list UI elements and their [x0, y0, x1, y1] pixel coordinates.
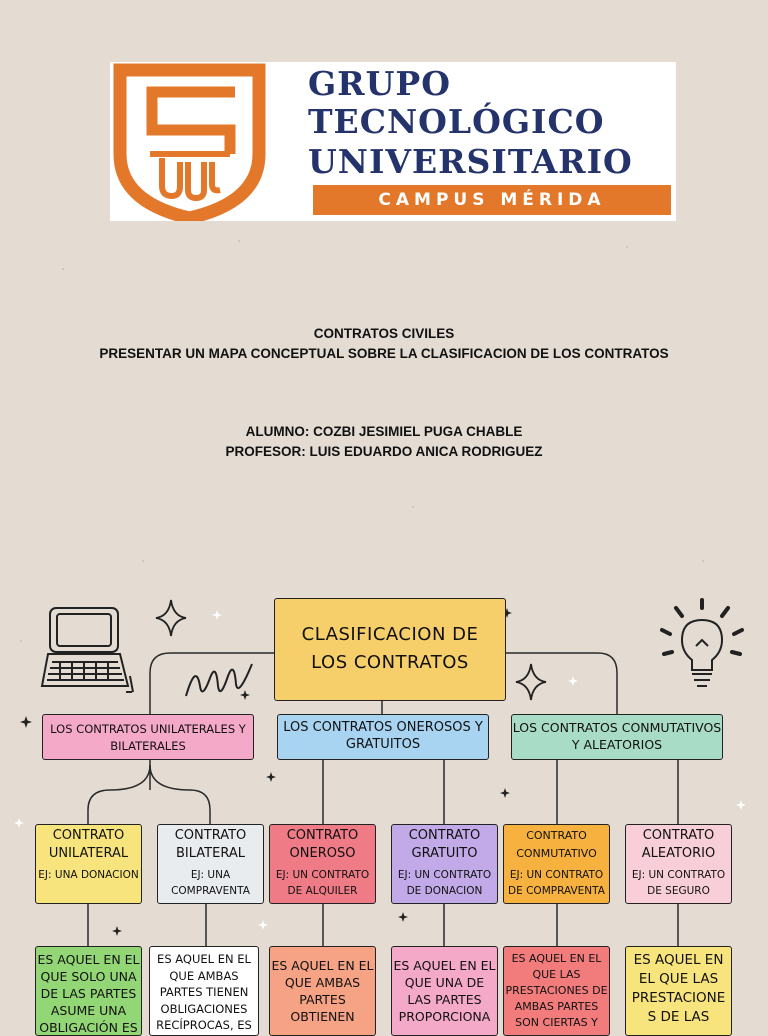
type-unilateral: [35, 824, 142, 904]
definition-text: ES AQUEL EN EL QUE AMBAS PARTES TIENEN OBLIGACIONES RECÍPROCAS, ES: [156, 952, 252, 1032]
root-title-line1: CLASIFICACION DE: [301, 624, 479, 645]
definition-text: ES AQUEL EN EL QUE SOLO UNA DE LAS PARTES ASUME UNA OBLIGACIÓN ES: [37, 952, 140, 1035]
type-title: CONTRATO GRATUITO: [408, 828, 481, 861]
student-name: ALUMNO: COZBI JESIMIEL PUGA CHABLE: [245, 424, 523, 439]
type-gratuito: [391, 824, 498, 904]
definition-aleatorio: [625, 946, 732, 1036]
definition-unilateral: [35, 946, 142, 1036]
definition-text: ES AQUEL EN EL QUE LAS PRESTACIONE S DE LAS: [631, 952, 726, 1025]
type-title: CONTRATO ONEROSO: [286, 828, 359, 861]
lightbulb-icon: [656, 596, 748, 692]
star-icon: [212, 610, 222, 620]
root-title-line2: LOS CONTRATOS: [311, 652, 469, 673]
definition-conmutativo: [503, 946, 610, 1036]
type-title: CONTRATO BILATERAL: [174, 828, 247, 861]
type-example: EJ: UN CONTRATO DE SEGURO: [631, 869, 726, 897]
definition-text: ES AQUEL EN EL QUE UNA DE LAS PARTES PROPORCIONA: [393, 958, 496, 1024]
document-subtitle: PRESENTAR UN MAPA CONCEPTUAL SOBRE LA CLASIFICACION DE LOS CONTRATOS: [99, 346, 669, 361]
definition-gratuito: [391, 946, 498, 1036]
star-icon: [568, 676, 578, 686]
type-bilateral: [157, 824, 264, 904]
teacher-name: PROFESOR: LUIS EDUARDO ANICA RODRIGUEZ: [225, 444, 543, 459]
definition-text: ES AQUEL EN EL QUE AMBAS PARTES OBTIENEN: [271, 958, 374, 1024]
star-icon: [736, 800, 746, 810]
campus-banner: CAMPUS MÉRIDA: [313, 185, 671, 215]
sparkle-icon: [514, 662, 548, 702]
logo-text-line3: UNIVERSITARIO: [308, 142, 633, 181]
type-example: EJ: UN CONTRATO DE DONACION: [397, 869, 492, 897]
definition-oneroso: [269, 946, 376, 1036]
type-title: CONTRATO UNILATERAL: [48, 828, 129, 861]
star-icon: [398, 912, 408, 922]
definition-bilateral: [149, 946, 259, 1036]
type-oneroso: [269, 824, 376, 904]
category-label: LOS CONTRATOS ONEROSOS Y GRATUITOS: [283, 720, 483, 752]
logo-text-line2: TECNOLÓGICO: [308, 102, 605, 141]
category-label: LOS CONTRATOS CONMUTATIVOS Y ALEATORIOS: [512, 720, 722, 752]
sparkle-icon: [154, 598, 188, 638]
document-title: CONTRATOS CIVILES: [313, 326, 455, 341]
category-unilateral-bilateral: [42, 714, 254, 760]
star-icon: [258, 920, 268, 930]
type-conmutativo: [503, 824, 610, 904]
star-icon: [20, 716, 32, 728]
definition-text: ES AQUEL EN EL QUE LAS PRESTACIONES DE AMBAS PARTES SON CIERTAS Y: [505, 952, 608, 1029]
star-icon: [500, 788, 510, 798]
type-title: CONTRATO CONMUTATIVO: [516, 829, 597, 860]
laptop-icon: [40, 604, 134, 696]
star-icon: [14, 818, 24, 828]
type-example: EJ: UNA COMPRAVENTA: [171, 869, 250, 897]
logo-text-line1: GRUPO: [308, 64, 451, 103]
type-example: EJ: UN CONTRATO DE ALQUILER: [275, 869, 370, 897]
category-onerosos-gratuitos: [277, 714, 489, 760]
star-icon: [266, 772, 276, 782]
category-label: LOS CONTRATOS UNILATERALES Y BILATERALES: [50, 722, 246, 753]
type-title: CONTRATO ALEATORIO: [641, 828, 716, 861]
concept-map-root: [274, 598, 506, 701]
category-conmutativos-aleatorios: [511, 714, 723, 760]
type-example: EJ: UNA DONACION: [38, 869, 139, 881]
star-icon: [112, 926, 122, 936]
star-icon: [240, 690, 250, 700]
type-example: EJ: UN CONTRATO DE COMPRAVENTA: [508, 869, 605, 897]
type-aleatorio: [625, 824, 732, 904]
